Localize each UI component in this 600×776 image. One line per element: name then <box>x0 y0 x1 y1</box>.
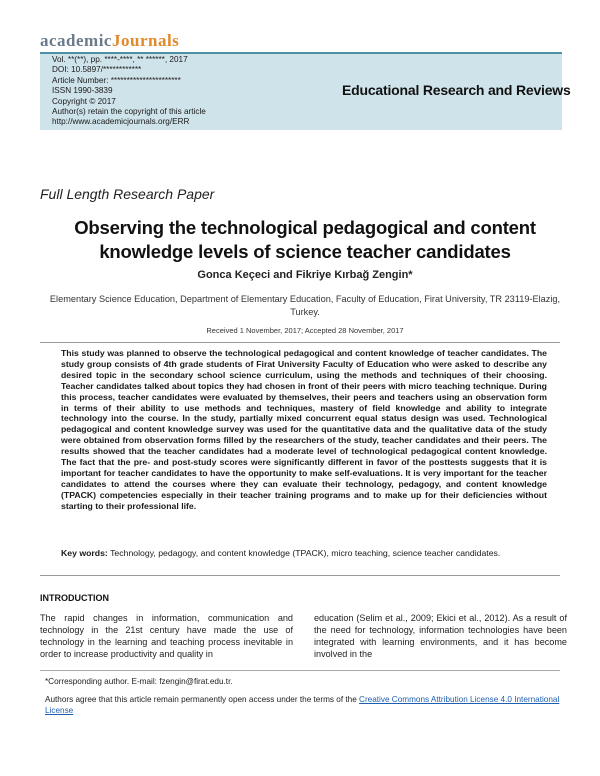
meta-journal-url[interactable]: http://www.academicjournals.org/ERR <box>52 117 190 127</box>
meta-rights: Author(s) retain the copyright of this article <box>52 107 206 117</box>
license-prefix: Authors agree that this article remain permanently open access under the terms of the <box>45 695 357 704</box>
introduction-left-column: The rapid changes in information, communication and technology in the 21st century have made the use of technology in the learning and teaching process inevitable in order to increase productivity and quality in <box>40 613 293 659</box>
footnote <box>45 676 560 723</box>
abstract-top-rule <box>40 342 560 343</box>
journal-name: Educational Research and Reviews <box>342 82 571 98</box>
meta-doi: DOI: 10.5897/************ <box>52 65 142 75</box>
meta-article-number: Article Number: ********************** <box>52 75 181 85</box>
publisher-logo-part2: Journals <box>111 31 180 50</box>
meta-volume: Vol. **(**), pp. ****-****, ** ******, 2017 <box>52 55 188 64</box>
introduction-heading: INTRODUCTION <box>40 593 109 603</box>
paper-authors: Gonca Keçeci and Fikriye Kırbağ Zengin* <box>197 269 413 281</box>
keywords <box>61 548 547 559</box>
paper-title: Observing the technological pedagogical and content knowledge levels of science teacher candidates <box>74 217 536 262</box>
introduction-right-column: education (Selim et al., 2009; Ekici et al., 2012). As a result of the need for technology, information technologies have been integrated with learning environments, and it has become involved in the <box>314 613 567 659</box>
author-affiliation: Elementary Science Education, Department of Elementary Education, Faculty of Education, Firat University, TR 23119-Elazig, Turkey. <box>49 294 561 317</box>
abstract-bottom-rule <box>40 575 560 576</box>
corresponding-author: *Corresponding author. E-mail: fzengin@firat.edu.tr. <box>45 677 233 686</box>
publisher-logo-part1: academic <box>40 31 112 50</box>
paper-type: Full Length Research Paper <box>40 186 215 202</box>
footnote-rule <box>40 670 560 671</box>
meta-issn: ISSN 1990-3839 <box>52 86 113 96</box>
publisher-logo[interactable] <box>40 31 179 51</box>
abstract-text: This study was planned to observe the technological pedagogical and content knowledge of teacher candidates. The study group consists of 4th grade students of Firat University Faculty of Education who were asked to describe any desired topic in the secondary school science curriculum, using the methods and techniques of their choosing. Teacher candidates talked about topics they had chosen in front of their peers with micro teaching technique. During this process, teacher candidates were evaluated by themselves, their peers and teachers using an observation form in terms of their ability to use methods and techniques, mastery of field knowledge and ability to integrate technology into the course. In the study, partially mixed concurrent equal status design was used. Technological pedagogical and content knowledge survey was used for the quantitative data and the qualitative data of the study were obtained from observation forms filled by the researchers of the study, teacher candidates and their peers. The results showed that the teacher candidates had a moderate level of technological pedagogical content knowledge. The fact that the pre- and post-study scores were significantly different in favor of the posttests suggests that it is important for teacher candidates to have the opportunity to make self-evaluations. It is very important for the teacher candidates to attend the courses where they can evaluate their technology, pedagogy, and content knowledge (TPACK) competencies especially in their teacher training programs and to make up for their deficiencies without starting to their professional life. <box>61 348 547 511</box>
received-dates: Received 1 November, 2017; Accepted 28 November, 2017 <box>206 326 404 335</box>
meta-copyright: Copyright © 2017 <box>52 96 116 106</box>
keywords-label: Key words: <box>61 548 108 558</box>
license-link[interactable]: Creative Commons Attribution License 4.0 International License <box>45 695 560 715</box>
article-metadata <box>52 55 206 128</box>
header-top-rule <box>40 52 562 54</box>
license-statement <box>45 694 560 716</box>
keywords-list: Technology, pedagogy, and content knowledge (TPACK), micro teaching, science teacher candidates. <box>110 548 501 558</box>
